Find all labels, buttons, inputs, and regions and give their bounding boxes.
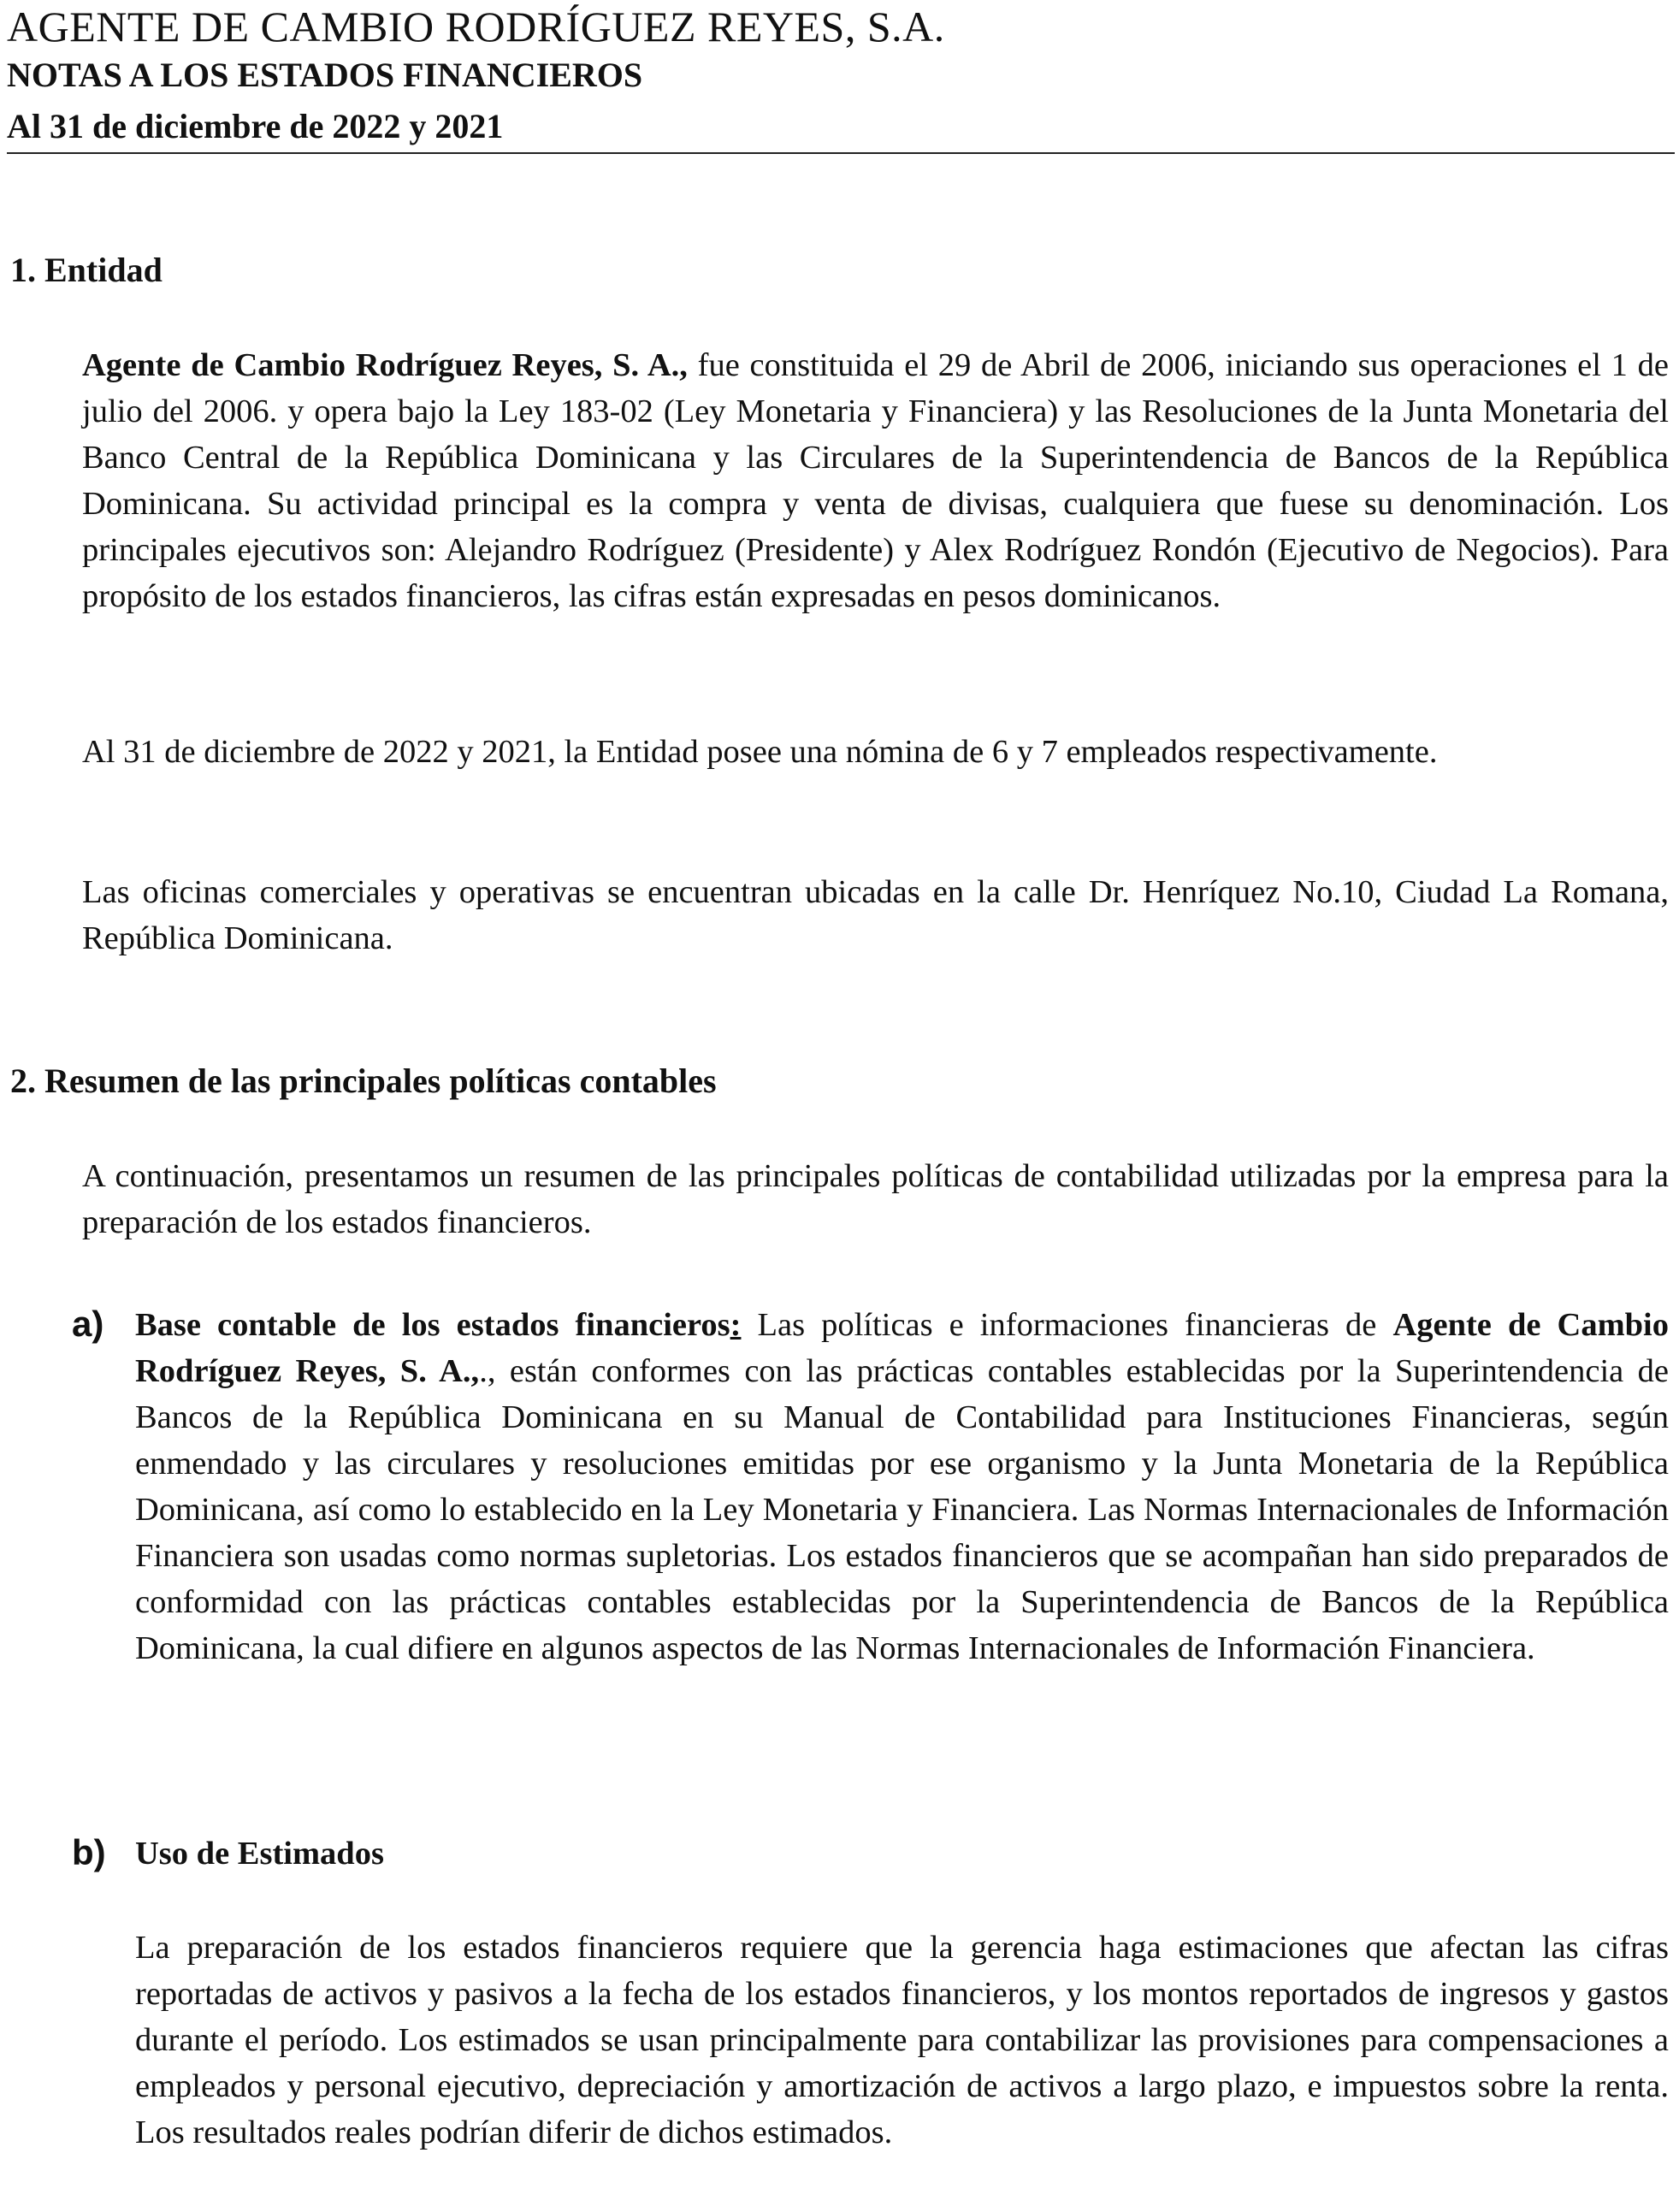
company-name: AGENTE DE CAMBIO RODRÍGUEZ REYES, S.A.: [7, 3, 945, 50]
document-subtitle: NOTAS A LOS ESTADOS FINANCIEROS: [7, 56, 643, 94]
item-b-marker: b): [72, 1832, 106, 1872]
section-1-title: 1. Entidad: [10, 251, 163, 289]
item-a-entity-name: Agente de Cambio Rodríguez Reyes, S. A.,: [135, 1307, 1670, 1389]
document-header: [7, 0, 1675, 152]
section-2-title: 2. Resumen de las principales políticas contables: [10, 1062, 717, 1100]
section-2-intro: A continuación, presentamos un resumen de las principales políticas de contabilidad utilizadas por la empresa para la preparación de los estados financieros.: [82, 1158, 1669, 1240]
item-a-marker: a): [72, 1304, 104, 1344]
document-date: Al 31 de diciembre de 2022 y 2021: [7, 107, 504, 145]
section-1-paragraph-2: Al 31 de diciembre de 2022 y 2021, la Entidad posee una nómina de 6 y 7 empleados respectivamente.: [82, 734, 1438, 770]
entity-name: Agente de Cambio Rodríguez Reyes, S. A.,: [82, 347, 688, 383]
item-a-paragraph: Base contable de los estados financieros: Las políticas e informaciones financieras de Agente de Cambio Rodríguez Reyes, S. A.,., están conformes con las prácticas contables establecidas por la Superintendencia de Bancos de la República Dominicana en su Manual de Contabilidad para Instituciones Financieras, según enmendado y las circulares y resoluciones emitidas por ese organismo y la Junta Monetaria de la República Dominicana, así como lo establecido en la Ley Monetaria y Financiera. Las Normas Internacionales de Información Financiera son usadas como normas supletorias. Los estados financieros que se acompañan han sido preparados de conformidad con las prácticas contables establecidas por la Superintendencia de Bancos de la República Dominicana, la cual difiere en algunos aspectos de las Normas Internacionales de Información Financiera.: [135, 1307, 1670, 1666]
item-b-paragraph: La preparación de los estados financieros requiere que la gerencia haga estimaciones que afectan las cifras reportadas de activos y pasivos a la fecha de los estados financieros, y los montos reportados de ingresos y gastos durante el período. Los estimados se usan principalmente para contabilizar las provisiones para compensaciones a empleados y personal ejecutivo, depreciación y amortización de activos a largo plazo, e impuestos sobre la renta. Los resultados reales podrían diferir de dichos estimados.: [135, 1930, 1669, 2150]
item-a-heading: Base contable de los estados financieros: [135, 1307, 730, 1343]
section-1-paragraph-3: Las oficinas comerciales y operativas se encuentran ubicadas en la calle Dr. Henríquez No.10, Ciudad La Romana, República Dominicana.: [82, 874, 1669, 956]
header-divider: [7, 152, 1675, 154]
item-b-heading: Uso de Estimados: [135, 1836, 384, 1872]
section-1-paragraph-1: Agente de Cambio Rodríguez Reyes, S. A., fue constituida el 29 de Abril de 2006, iniciando sus operaciones el 1 de julio del 2006. y opera bajo la Ley 183-02 (Ley Monetaria y Financiera) y las Resoluciones de la Junta Monetaria del Banco Central de la República Dominicana y las Circulares de la Superintendencia de Bancos de la República Dominicana. Su actividad principal es la compra y venta de divisas, cualquiera que fuese su denominación. Los principales ejecutivos son: Alejandro Rodríguez (Presidente) y Alex Rodríguez Rondón (Ejecutivo de Negocios). Para propósito de los estados financieros, las cifras están expresadas en pesos dominicanos.: [82, 347, 1669, 614]
